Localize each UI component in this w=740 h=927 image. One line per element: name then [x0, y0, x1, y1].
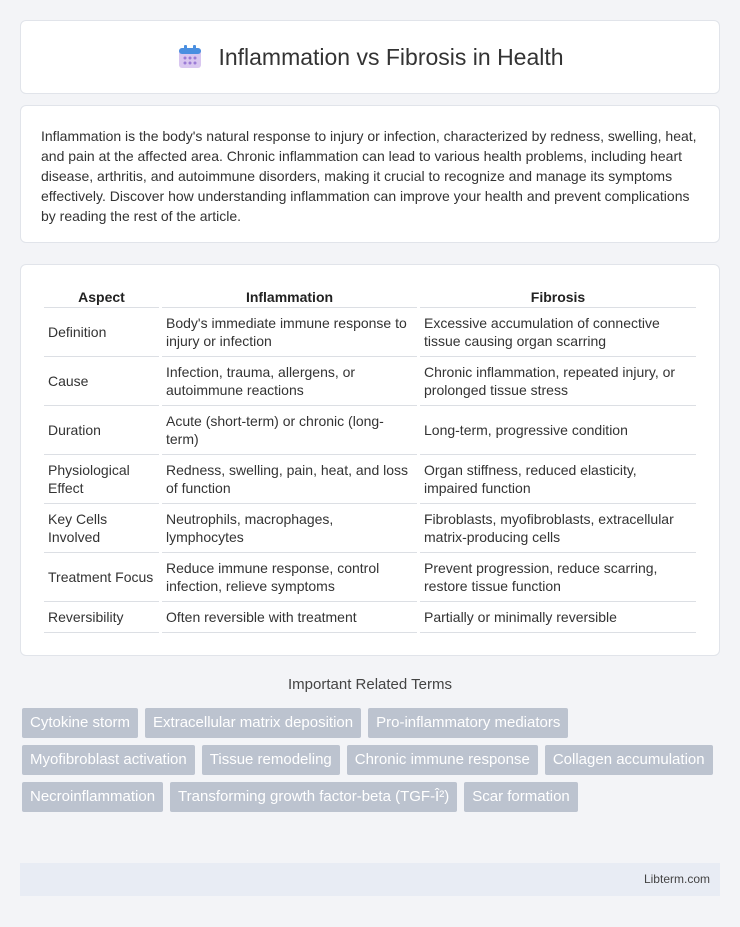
comparison-table [41, 285, 699, 633]
cell-aspect: Reversibility [44, 602, 159, 633]
cell-inflammation: Infection, trauma, allergens, or autoimmune reactions [162, 357, 417, 406]
related-term-tag[interactable]: Pro-inflammatory mediators [368, 708, 568, 738]
table-row [44, 455, 696, 504]
related-term-tag[interactable]: Chronic immune response [347, 745, 538, 775]
table-row [44, 357, 696, 406]
table-row [44, 406, 696, 455]
table-header-row [44, 285, 696, 308]
cell-aspect: Treatment Focus [44, 553, 159, 602]
cell-inflammation: Acute (short-term) or chronic (long-term) [162, 406, 417, 455]
cell-fibrosis: Partially or minimally reversible [420, 602, 696, 633]
comparison-card [20, 264, 720, 656]
cell-inflammation: Often reversible with treatment [162, 602, 417, 633]
related-term-tag[interactable]: Myofibroblast activation [22, 745, 195, 775]
related-term-tag[interactable]: Transforming growth factor-beta (TGF-Î²) [170, 782, 457, 812]
related-term-tag[interactable]: Tissue remodeling [202, 745, 340, 775]
cell-aspect: Definition [44, 308, 159, 357]
cell-fibrosis: Fibroblasts, myofibroblasts, extracellular matrix-producing cells [420, 504, 696, 553]
related-terms-title: Important Related Terms [288, 676, 452, 693]
cell-fibrosis: Organ stiffness, reduced elasticity, impaired function [420, 455, 696, 504]
cell-fibrosis: Prevent progression, reduce scarring, restore tissue function [420, 553, 696, 602]
related-term-tag[interactable]: Cytokine storm [22, 708, 138, 738]
cell-fibrosis: Long-term, progressive condition [420, 406, 696, 455]
cell-inflammation: Redness, swelling, pain, heat, and loss of function [162, 455, 417, 504]
table-row [44, 602, 696, 633]
table-row [44, 504, 696, 553]
page-title: Inflammation vs Fibrosis in Health [218, 43, 564, 70]
cell-inflammation: Reduce immune response, control infection, relieve symptoms [162, 553, 417, 602]
cell-inflammation: Neutrophils, macrophages, lymphocytes [162, 504, 417, 553]
footer-link[interactable]: Libterm.com [643, 872, 710, 886]
table-row [44, 308, 696, 357]
cell-aspect: Duration [44, 406, 159, 455]
related-term-tag[interactable]: Extracellular matrix deposition [145, 708, 361, 738]
cell-aspect: Cause [44, 357, 159, 406]
header-card [20, 20, 720, 94]
calendar-icon [176, 43, 204, 71]
related-term-tag[interactable]: Scar formation [464, 782, 578, 812]
related-terms-list [22, 708, 722, 812]
cell-aspect: Physiological Effect [44, 455, 159, 504]
related-term-tag[interactable]: Necroinflammation [22, 782, 163, 812]
footer [20, 863, 720, 896]
header-inflammation: Inflammation [162, 285, 417, 308]
cell-inflammation: Body's immediate immune response to injury or infection [162, 308, 417, 357]
cell-aspect: Key Cells Involved [44, 504, 159, 553]
header-fibrosis: Fibrosis [420, 285, 696, 308]
table-row [44, 553, 696, 602]
cell-fibrosis: Chronic inflammation, repeated injury, or prolonged tissue stress [420, 357, 696, 406]
related-term-tag[interactable]: Collagen accumulation [545, 745, 713, 775]
intro-text: Inflammation is the body's natural response to injury or infection, characterized by redness, swelling, heat, and pain at the affected area. Chronic inflammation can lead to various health problems, including heart disease, arthritis, and autoimmune disorders, making it crucial to recognize and manage its symptoms effectively. Discover how understanding inflammation can improve your health and prevent complications by reading the rest of the article. [41, 128, 697, 224]
cell-fibrosis: Excessive accumulation of connective tissue causing organ scarring [420, 308, 696, 357]
header-aspect: Aspect [44, 285, 159, 308]
intro-card [20, 105, 720, 243]
